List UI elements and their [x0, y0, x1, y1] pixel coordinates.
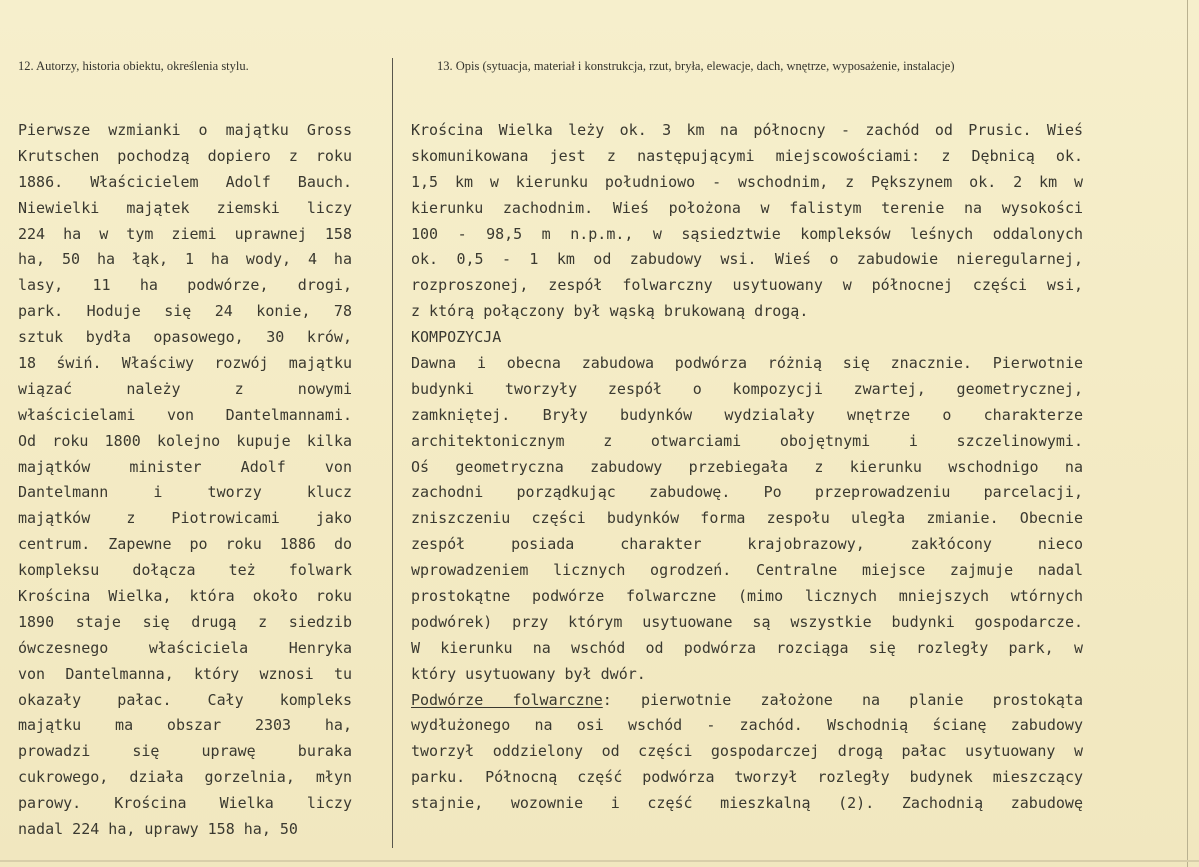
text-line: centrum. Zapewne po roku 1886 do [18, 535, 352, 554]
description-text-column [411, 118, 1083, 817]
text-line [411, 688, 1083, 714]
text-line: tworzył oddzielony od części gospodarczej drogą pałac usytuowany w [411, 742, 1083, 761]
text-line: parku. Północną część podwórza tworzył rozległy budynek mieszczący [411, 768, 1083, 787]
text-line: nadal 224 ha, uprawy 158 ha, 50 [18, 820, 298, 839]
section-12-header: 12. Autorzy, historia obiektu, określenia stylu. [18, 59, 249, 73]
text-line: wiązać należy z nowymi [18, 379, 352, 398]
text-line: 224 ha w tym ziemi uprawnej 158 [18, 224, 352, 243]
text-line: von Dantelmanna, który wznosi tu [18, 664, 352, 683]
text-line: Niewielki majątek ziemski liczy [18, 198, 352, 217]
text-line: który usytuowany był dwór. [411, 664, 646, 683]
text-line: skomunikowana jest z następującymi miejscowościami: z Dębnicą ok. [411, 146, 1083, 165]
text-line: park. Hoduje się 24 konie, 78 [18, 302, 352, 321]
text-line: Od roku 1800 kolejno kupuje kilka [18, 431, 352, 450]
text-line: W kierunku na wschód od podwórza rozciąga się rozległy park, w [411, 638, 1083, 657]
section-13-header: 13. Opis (sytuacja, materiał i konstrukcja, rzut, bryła, elewacje, dach, wnętrze, wyposażenie, instalacje) [437, 59, 955, 73]
history-text-column [18, 118, 352, 843]
text-line-rest: : pierwotnie założone na planie prostokąta [602, 690, 1083, 709]
text-line: Oś geometryczna zabudowy przebiegała z kierunku wschodnigo na [411, 457, 1083, 476]
text-line: zespół posiada charakter krajobrazowy, zakłócony nieco [411, 535, 1083, 554]
text-line: majątku ma obszar 2303 ha, [18, 716, 352, 735]
text-line: Krutschen pochodzą dopiero z roku [18, 146, 352, 165]
text-line: zachodni porządkując zabudowę. Po przeprowadzeniu parcelacji, [411, 483, 1083, 502]
text-line: sztuk bydła opasowego, 30 krów, [18, 328, 352, 347]
text-line: podwórek) przy którym usytuowane są wszystkie budynki gospodarcze. [411, 612, 1083, 631]
text-line: Krościna Wielka leży ok. 3 km na północny - zachód od Prusic. Wieś [411, 121, 1083, 139]
text-line: majątków z Piotrowicami jako [18, 509, 352, 528]
text-line: prowadzi się uprawę buraka [18, 742, 352, 761]
text-line: Dantelmann i tworzy klucz [18, 483, 352, 502]
text-line: Dawna i obecna zabudowa podwórza różnią się znacznie. Pierwotnie [411, 354, 1083, 373]
page-edge [1187, 0, 1188, 867]
column-divider [392, 58, 393, 848]
text-line: kompleksu dołącza też folwark [18, 561, 352, 580]
text-line: zniszczeniu części budynków forma zespołu uległa zmianie. Obecnie [411, 509, 1083, 528]
page-bottom-edge [0, 860, 1199, 862]
text-line: majątków minister Adolf von [18, 457, 352, 476]
text-line: KOMPOZYCJA [411, 328, 502, 347]
text-line: cukrowego, działa gorzelnia, młyn [18, 768, 352, 787]
text-line: 1,5 km w kierunku południowo - wschodnim, z Pększynem ok. 2 km w [411, 172, 1083, 191]
text-line: parowy. Krościna Wielka liczy [18, 794, 352, 813]
text-line: architektonicznym z otwarciami obojętnymi i szczelinowymi. [411, 431, 1083, 450]
text-line: z którą połączony był wąską brukowaną drogą. [411, 302, 809, 321]
text-line: 18 świń. Właściwy rozwój majątku [18, 354, 352, 373]
text-line: Krościna Wielka, która około roku [18, 587, 352, 606]
text-line: 1886. Właścicielem Adolf Bauch. [18, 172, 352, 191]
text-line: zamkniętej. Bryły budynków wydzialały wnętrze o charakterze [411, 405, 1083, 424]
text-line: kierunku zachodnim. Wieś położona w falistym terenie na wysokości [411, 198, 1083, 217]
text-line: właścicielami von Dantelmannami. [18, 405, 352, 424]
text-line: rozproszonej, zespół folwarczny usytuowany w północnej części wsi, [411, 276, 1083, 295]
text-line: 1890 staje się drugą z siedzib [18, 612, 352, 631]
text-line: Pierwsze wzmianki o majątku Gross [18, 121, 352, 139]
text-line: ówczesnego właściciela Henryka [18, 638, 352, 657]
text-line: 100 - 98,5 m n.p.m., w sąsiedztwie kompleksów leśnych oddalonych [411, 224, 1083, 243]
text-line: wydłużonego na osi wschód - zachód. Wschodnią ścianę zabudowy [411, 716, 1083, 735]
text-line: stajnie, wozownie i część mieszkalną (2). Zachodnią zabudowę [411, 794, 1083, 813]
text-line: budynki tworzyły zespół o kompozycji zwartej, geometrycznej, [411, 379, 1083, 398]
text-line: okazały pałac. Cały kompleks [18, 690, 352, 709]
text-line: prostokątne podwórze folwarczne (mimo licznych mniejszych wtórnych [411, 587, 1083, 606]
text-line: lasy, 11 ha podwórze, drogi, [18, 276, 352, 295]
text-line: ha, 50 ha łąk, 1 ha wody, 4 ha [18, 250, 352, 269]
text-line: wprowadzeniem licznych ogrodzeń. Centralne miejsce zajmuje nadal [411, 561, 1083, 580]
text-line: ok. 0,5 - 1 km od zabudowy wsi. Wieś o zabudowie nieregularnej, [411, 250, 1083, 269]
underlined-heading: Podwórze folwarczne [411, 690, 603, 709]
